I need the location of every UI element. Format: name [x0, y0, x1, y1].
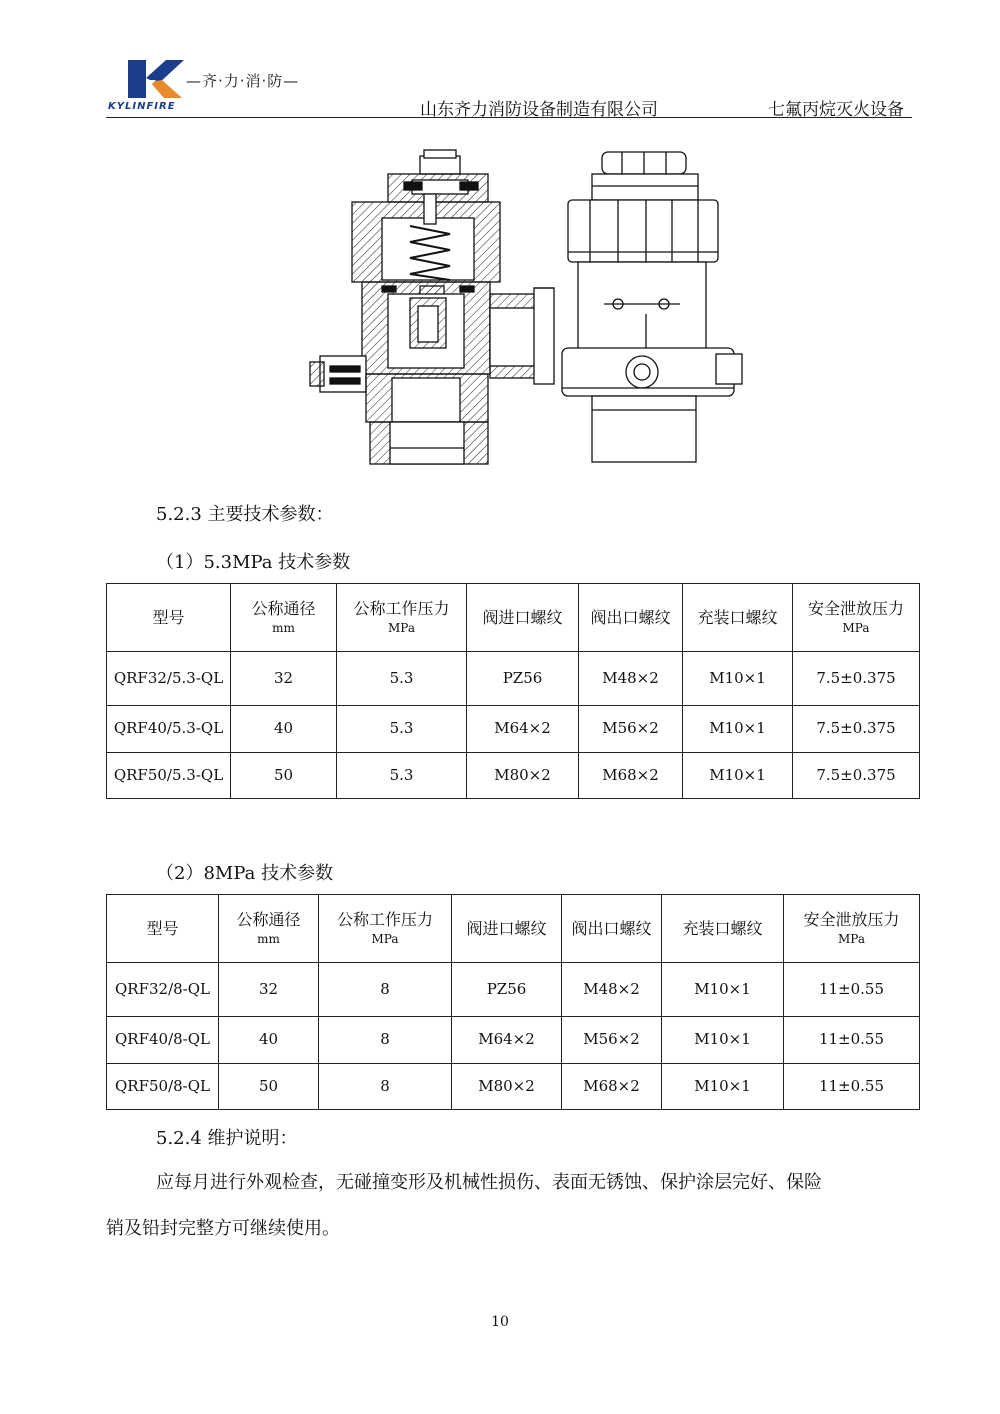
col-outlet: 阀出口螺纹 — [579, 584, 683, 652]
cell-inlet: M64×2 — [467, 706, 579, 753]
col-pressure: 公称工作压力 MPa — [319, 895, 452, 963]
cell-diameter: 40 — [219, 1017, 319, 1064]
col-outlet: 阀出口螺纹 — [562, 895, 662, 963]
page-number: 10 — [491, 1314, 509, 1330]
cell-outlet: M48×2 — [579, 652, 683, 706]
col-diameter: 公称通径 mm — [219, 895, 319, 963]
cell-inlet: PZ56 — [467, 652, 579, 706]
cell-model: QRF32/5.3-QL — [107, 652, 231, 706]
cell-diameter: 40 — [231, 706, 337, 753]
header-divider — [106, 117, 912, 118]
col-diameter: 公称通径 mm — [231, 584, 337, 652]
cell-charge: M10×1 — [683, 706, 793, 753]
cell-outlet: M48×2 — [562, 963, 662, 1017]
table1-title: （1）5.3MPa 技术参数 — [156, 552, 351, 573]
table-header-row — [107, 895, 920, 963]
cell-inlet: M80×2 — [467, 753, 579, 799]
col-safety: 安全泄放压力 MPa — [784, 895, 920, 963]
exterior-view — [562, 152, 742, 462]
table2-title: （2）8MPa 技术参数 — [156, 863, 334, 884]
cell-safety: 11±0.55 — [784, 1064, 920, 1110]
cell-pressure: 5.3 — [337, 753, 467, 799]
cell-charge: M10×1 — [662, 963, 784, 1017]
cell-safety: 7.5±0.375 — [793, 753, 920, 799]
cell-inlet: PZ56 — [452, 963, 562, 1017]
col-pressure: 公称工作压力 MPa — [337, 584, 467, 652]
cell-model: QRF40/5.3-QL — [107, 706, 231, 753]
cell-diameter: 32 — [231, 652, 337, 706]
table-header-row — [107, 584, 920, 652]
cell-outlet: M56×2 — [562, 1017, 662, 1064]
col-charge: 充装口螺纹 — [662, 895, 784, 963]
table-row — [107, 1064, 920, 1110]
cell-pressure: 8 — [319, 1064, 452, 1110]
table-row — [107, 652, 920, 706]
table-row — [107, 1017, 920, 1064]
cell-model: QRF40/8-QL — [107, 1017, 219, 1064]
col-inlet: 阀进口螺纹 — [467, 584, 579, 652]
cell-safety: 7.5±0.375 — [793, 706, 920, 753]
cell-outlet: M68×2 — [579, 753, 683, 799]
cell-charge: M10×1 — [662, 1064, 784, 1110]
cell-model: QRF32/8-QL — [107, 963, 219, 1017]
cell-outlet: M56×2 — [579, 706, 683, 753]
product-name: 七氟丙烷灭火设备 — [768, 100, 904, 120]
table-row — [107, 963, 920, 1017]
cell-pressure: 5.3 — [337, 706, 467, 753]
maintenance-heading: 5.2.4 维护说明： — [156, 1128, 298, 1149]
cell-model: QRF50/8-QL — [107, 1064, 219, 1110]
cell-pressure: 5.3 — [337, 652, 467, 706]
cell-charge: M10×1 — [683, 652, 793, 706]
col-charge: 充装口螺纹 — [683, 584, 793, 652]
cell-charge: M10×1 — [662, 1017, 784, 1064]
col-safety: 安全泄放压力 MPa — [793, 584, 920, 652]
maintenance-line-1: 应每月进行外观检查，无碰撞变形及机械性损伤、表面无锈蚀、保护涂层完好、保险 — [156, 1172, 822, 1193]
spec-table-5-3mpa — [106, 583, 920, 799]
col-inlet: 阀进口螺纹 — [452, 895, 562, 963]
spec-table-8mpa — [106, 894, 920, 1110]
params-heading: 5.2.3 主要技术参数： — [156, 504, 334, 525]
cell-diameter: 50 — [231, 753, 337, 799]
logo-slogan: —齐·力·消·防— — [186, 72, 300, 90]
company-name: 山东齐力消防设备制造有限公司 — [420, 100, 658, 120]
cell-inlet: M64×2 — [452, 1017, 562, 1064]
col-model: 型号 — [107, 584, 231, 652]
cell-safety: 7.5±0.375 — [793, 652, 920, 706]
cell-pressure: 8 — [319, 963, 452, 1017]
logo-brand: KYLINFIRE — [108, 101, 176, 112]
cell-pressure: 8 — [319, 1017, 452, 1064]
cell-inlet: M80×2 — [452, 1064, 562, 1110]
cell-diameter: 32 — [219, 963, 319, 1017]
col-model: 型号 — [107, 895, 219, 963]
cell-safety: 11±0.55 — [784, 1017, 920, 1064]
cell-charge: M10×1 — [683, 753, 793, 799]
table-row — [107, 706, 920, 753]
cell-safety: 11±0.55 — [784, 963, 920, 1017]
section-view — [310, 150, 554, 464]
table-row — [107, 753, 920, 799]
maintenance-paragraph — [106, 1160, 912, 1252]
cell-model: QRF50/5.3-QL — [107, 753, 231, 799]
cell-diameter: 50 — [219, 1064, 319, 1110]
cell-outlet: M68×2 — [562, 1064, 662, 1110]
valve-technical-drawing — [300, 148, 760, 470]
maintenance-line-2: 销及铅封完整方可继续使用。 — [106, 1218, 340, 1239]
